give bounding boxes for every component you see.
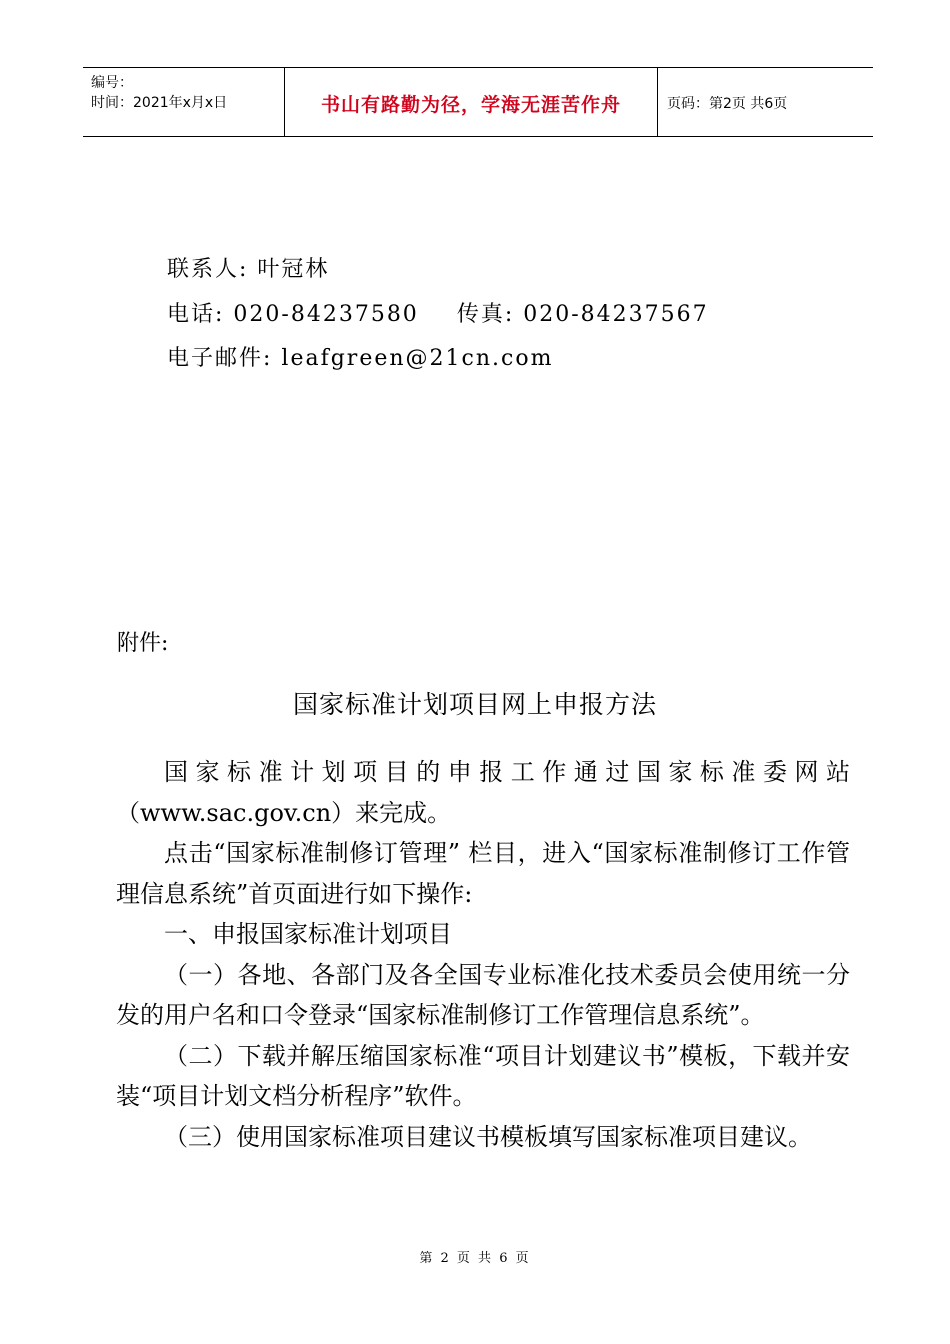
document-date-label: 时间：2021年x月x日 <box>91 95 228 111</box>
contact-email: 电子邮件: leafgreen@21cn.com <box>167 346 554 371</box>
document-body <box>116 752 850 1157</box>
header-motto: 书山有路勤为径，学海无涯苦作舟 <box>320 94 621 116</box>
body-paragraph: （三）使用国家标准项目建议书模板填写国家标准项目建议。 <box>164 1122 812 1151</box>
contact-phone: 电话: 020-84237580 <box>167 302 419 327</box>
header-motto-cell <box>284 68 658 136</box>
document-title: 国家标准计划项目网上申报方法 <box>292 690 657 719</box>
page-header <box>83 67 873 137</box>
body-paragraph: 国家标准计划项目的申报工作通过国家标准委网站（www.sac.gov.cn）来完成。 <box>116 758 850 827</box>
page-footer: 第 2 页 共 6 页 <box>419 1251 531 1266</box>
body-paragraph: （一）各地、各部门及各全国专业标准化技术委员会使用统一分发的用户名和口令登录“国家标准制修订工作管理信息系统”。 <box>116 960 850 1029</box>
section-heading: 一、申报国家标准计划项目 <box>164 920 452 948</box>
body-paragraph: （二）下载并解压缩国家标准“项目计划建议书”模板，下载并安装“项目计划文档分析程序”软件。 <box>116 1041 850 1110</box>
contact-person: 联系人: 叶冠林 <box>167 257 330 282</box>
header-page-cell <box>657 68 873 136</box>
body-paragraph: 点击“国家标准制修订管理” 栏目，进入“国家标准制修订工作管理信息系统”首页面进行如下操作: <box>116 839 850 908</box>
header-page-info: 页码：第2页 共6页 <box>667 96 788 112</box>
document-number-label: 编号： <box>91 75 133 91</box>
attachment-label: 附件: <box>117 631 169 656</box>
contact-phone-fax-row <box>167 297 709 328</box>
header-meta-cell <box>83 68 283 136</box>
contact-fax: 传真: 020-84237567 <box>456 302 709 327</box>
